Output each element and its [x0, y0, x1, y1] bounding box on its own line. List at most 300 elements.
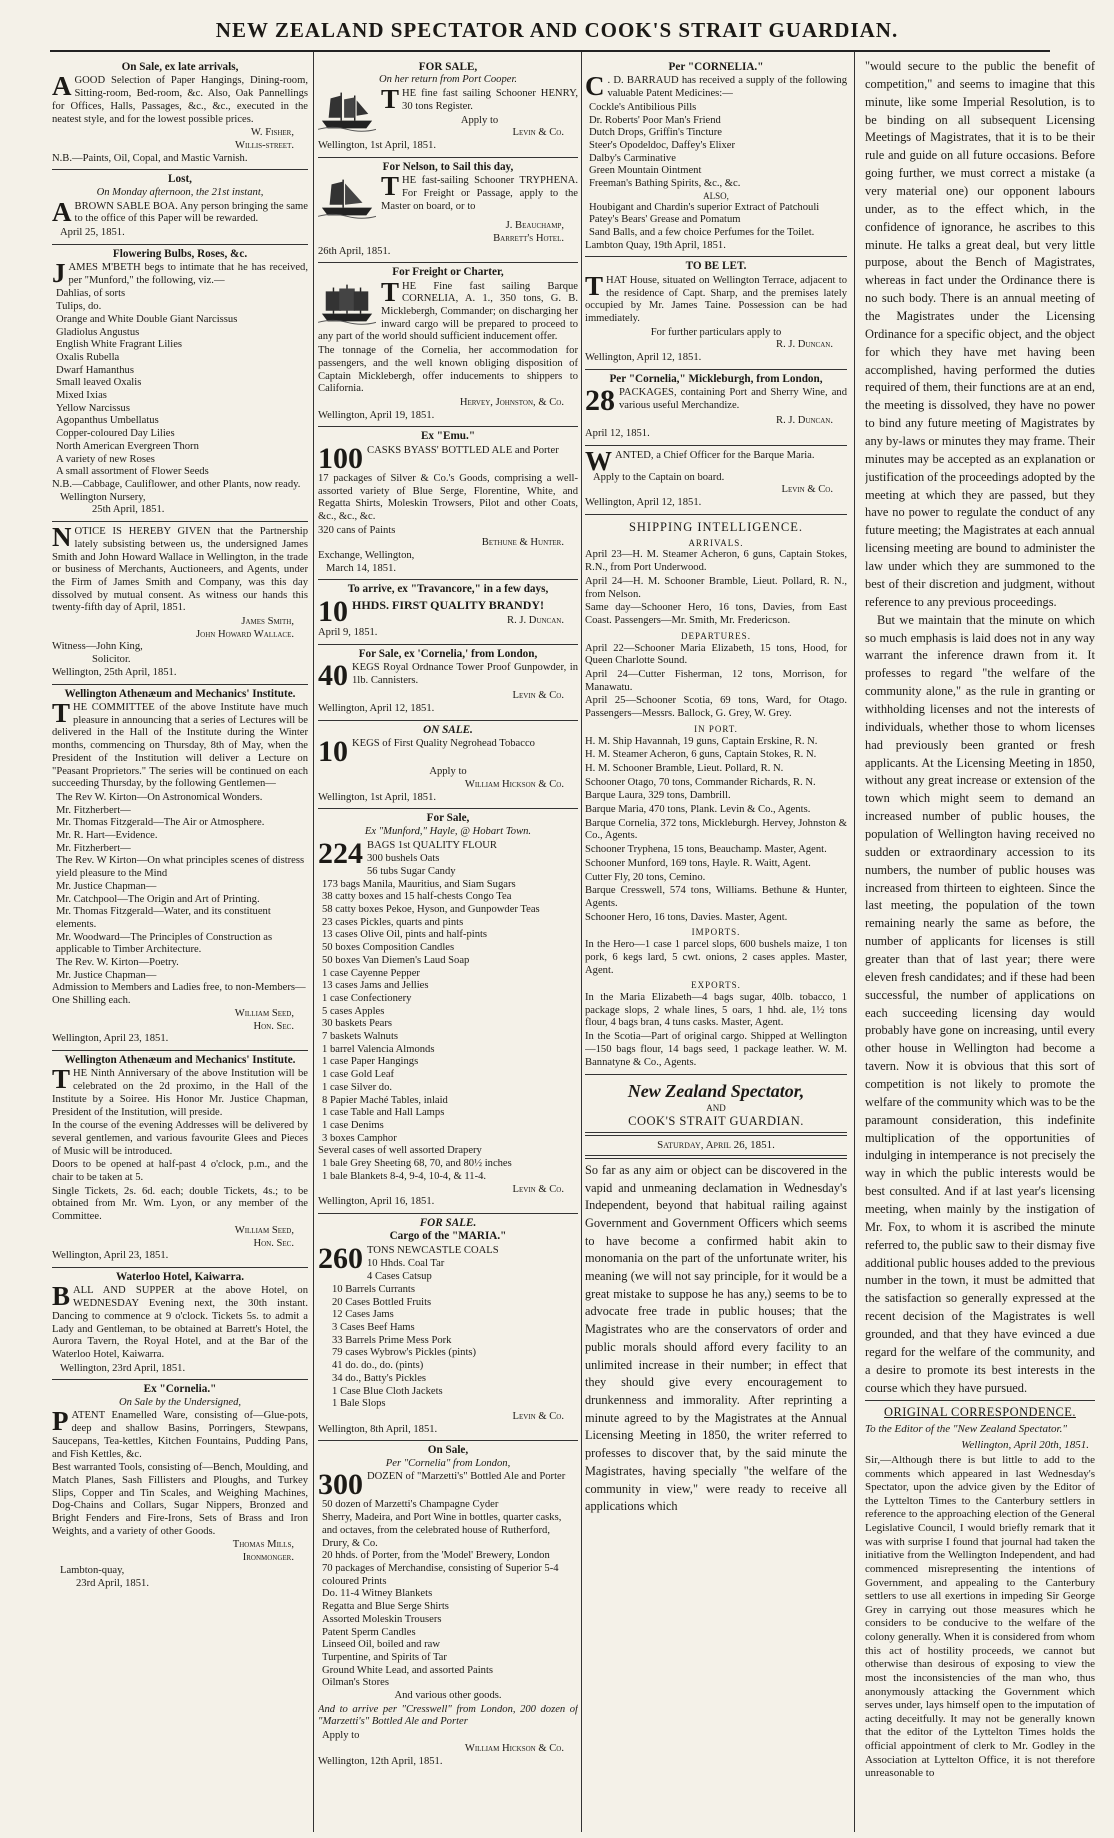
- advert-body: In the course of the evening Addresses will be delivered by several gentlemen, and various favourite Glees and Pieces of Music will be introduced.: [52, 1120, 308, 1157]
- lecture-list: [52, 792, 308, 983]
- advert-signature: Levin & Co.: [512, 1410, 564, 1422]
- exports-text: In the Scotia—Part of original cargo. Shipped at Wellington—150 bags flour, 14 bags seed, 1 package leather. W. M. Bannatyne & Co., Agents.: [585, 1031, 847, 1068]
- list-item: Mr. Justice Chapman—: [56, 969, 157, 981]
- section-heading: SHIPPING INTELLIGENCE.: [628, 519, 804, 534]
- advert-place: Lambton-quay,: [60, 1564, 125, 1576]
- advert-heading: On Sale,: [427, 1444, 469, 1457]
- advert-wanted-officer: [585, 446, 847, 515]
- advert-body: DOZEN of "Marzetti's" Bottled Ale and Porter: [367, 1471, 566, 1483]
- list-item: A variety of new Roses: [56, 453, 155, 465]
- list-item: 56 tubs Sugar Candy: [367, 865, 456, 877]
- advert-date: Wellington, 12th April, 1851.: [318, 1755, 443, 1767]
- advert-heading: On Sale, ex late arrivals,: [121, 61, 239, 73]
- drop-cap: W: [585, 445, 612, 476]
- correspondence-date: Wellington, April 20th, 1851.: [961, 1439, 1089, 1452]
- shipping-subheading: EXPORTS.: [691, 980, 741, 991]
- advert-quantity: 10: [318, 735, 348, 769]
- list-item: The Rev. W. Kirton—Poetry.: [56, 957, 179, 969]
- advert-signature: James Smith,: [241, 616, 294, 628]
- list-item: Barque Laura, 329 tons, Dambrill.: [585, 790, 731, 802]
- list-item: Sherry, Madeira, and Port Wine in bottles, quarter casks, and octaves, from the celebrated house of Rutherford, Drury, & Co.: [322, 1512, 562, 1549]
- advert-heading: For Nelson, to Sail this day,: [382, 160, 514, 173]
- advert-quantity: 224: [318, 836, 363, 870]
- list-item: 50 dozen of Marzetti's Champagne Cyder: [322, 1499, 499, 1511]
- item-list: [52, 288, 308, 479]
- list-item: 5 cases Apples: [322, 1005, 385, 1017]
- advert-body: BROWN SABLE BOA. Any person bringing the same to the office of this Paper will be rewarded.: [74, 200, 308, 225]
- correspondence-letter: Sir,—Although there is but little to add to the comments which appeared in last Wednesday's Spectator, upon the advice given by the Editor of the Lyttelton Times to the Canterbury settlers in reference to the approaching election of the General Legislative Council, I would briefly remark that it was with surprise I found that journal had taken the initiative from the Wellington Independent, and had commenced misrepresenting the intentions of Government, and appealing to the Canterbury settlers to use all exertions in impeding Sir George Grey in carrying out those measures which he considers to be conducive to the welfare of the colony generally. When it is considered from whom this act of hostility proceeds, we cannot but otherwise than desirous of exposing to view the most the inconsistencies of the man who, thus anonymously attacking the Government which serves under, lays himself open to the imputation of acting deceitfully. It may not be generally known that the editor of the Lyttelton Times holds the official appointment of clerk to Mr. Godley in the Association at Lyttelton Office, it is not therefore unreasonable to: [865, 1453, 1095, 1780]
- advert-date: Wellington, 23rd April, 1851.: [60, 1362, 186, 1374]
- advert-athenaeum-lectures: [52, 685, 308, 1051]
- list-item: April 22—Schooner Maria Elizabeth, 15 tons, Hood, for Queen Charlotte Sound.: [585, 642, 847, 667]
- list-item: Regatta and Blue Serge Shirts: [322, 1601, 449, 1613]
- column-3: [585, 58, 847, 1830]
- masthead: NEW ZEALAND SPECTATOR AND COOK'S STRAIT GUARDIAN.: [215, 18, 899, 42]
- advert-paper-hangings: [52, 58, 308, 170]
- drop-cap: T: [381, 84, 400, 115]
- editorial: [585, 1081, 847, 1516]
- list-item: Mr. Fitzherbert—: [56, 804, 131, 816]
- advert-lost: [52, 170, 308, 244]
- advert-subheading: Per "Cornelia" from London,: [385, 1457, 511, 1469]
- advert-signature: Levin & Co.: [781, 484, 833, 496]
- editorial-continued: "would secure to the public the benefit of competition," and seems to imagine that this minute, like some Imperial Resolution, is to be binding on all subsequent Licensing Meetings of Magistrates, that it is to be their rule and guide on all future occasions. Before going further, we must correct a mistake (a very material one) our opponent labours under, as to the effect which, in the confidence of ignorance, he ascribes to this minute. He talks a great deal, but very little purpose, about the Bench of Magistrates, whereas in fact under the Ordinance there is no such body. There is an annual meeting of the Magistrates under the Licensing Ordinance for a specific object, and the object for which they have met having been accomplished, having performed the duties required of them, their functions are at an end, the meeting is dissolved, they have no power to bind any future meeting of Magistrates by any by-laws or minutes they may frame. Their minutes may be accepted as an explanation or justification of the proceedings adopted by the meeting at which they are passed, but they have no power to regulate the conduct of any future meeting; the Magistrates at each annual licensing meeting are bound to administer the law under which they are summoned to the best of their discretion and judgment, without reference to any previous proceedings.: [865, 59, 1095, 609]
- advert-tryphena: [318, 158, 578, 264]
- advert-heading: For Freight or Charter,: [392, 266, 504, 279]
- advert-date: Wellington, April 12, 1851.: [585, 352, 702, 364]
- advert-signature: Hon. Sec.: [253, 1020, 294, 1032]
- advert-date: Wellington, 1st April, 1851.: [318, 139, 437, 151]
- column-2: [318, 58, 578, 1830]
- imports-text: In the Hero—1 case 1 parcel slops, 600 bushels maize, 1 ton pork, 6 kegs lard, 5 cwt. onions, 2 cases apples. Master, Agent.: [585, 939, 847, 976]
- list-item: Schooner Tryphena, 15 tons, Beauchamp. Master, Agent.: [585, 844, 827, 856]
- drop-cap: B: [52, 1281, 71, 1312]
- advert-body: HE Ninth Anniversary of the above Institution will be celebrated on the 2d proximo, in the Hall of the Institute by a Soiree. His Honor Mr. Justice Chapman, President of the Institution, will preside.: [52, 1068, 308, 1118]
- advert-heading: Flowering Bulbs, Roses, &c.: [112, 247, 248, 260]
- advert-signature: William Hickson & Co.: [464, 778, 564, 790]
- list-item: 1 case Confectionery: [322, 992, 412, 1004]
- list-item: Ground White Lead, and assorted Paints: [322, 1664, 494, 1676]
- drop-cap: T: [585, 270, 604, 301]
- double-rule: [585, 1132, 847, 1136]
- advert-date: Wellington, 1st April, 1851.: [318, 791, 437, 803]
- list-item: April 24—H. M. Schooner Bramble, Lieut. Pollard, R. N., from Nelson.: [585, 575, 847, 600]
- list-item: 300 bushels Oats: [367, 853, 440, 865]
- list-item: Dahlias, of sorts: [56, 288, 126, 300]
- advert-date: Wellington, 25th April, 1851.: [52, 666, 177, 678]
- list-item: Dwarf Hamanthus: [56, 364, 134, 376]
- advert-date: Wellington, April 16, 1851.: [318, 1196, 435, 1208]
- advert-note: 1 bale Grey Sheeting 68, 70, and 80½ inches: [322, 1158, 512, 1170]
- advert-heading: Per "CORNELIA.": [668, 61, 764, 73]
- advert-subheading: On her return from Port Cooper.: [378, 74, 518, 86]
- drop-cap: C: [585, 71, 605, 102]
- advert-heading: ON SALE.: [423, 723, 473, 736]
- list-item: H. M. Ship Havannah, 19 guns, Captain Erskine, R. N.: [585, 735, 818, 747]
- advert-body: HAT House, situated on Wellington Terrace, adjacent to the residence of Capt. Sharp, and the premises lately occupied by Mr. James Taine. Possession can be had immediately.: [585, 274, 847, 324]
- advert-body: PACKAGES, containing Port and Sherry Wine, and various useful Merchandize.: [619, 387, 847, 411]
- advert-signature: Barrett's Hotel.: [493, 232, 564, 244]
- shipping-intelligence: [585, 515, 847, 1076]
- list-item: Linseed Oil, boiled and raw: [322, 1639, 440, 1651]
- list-item: Green Mountain Ointment: [589, 165, 702, 177]
- column-divider: [313, 52, 314, 1832]
- list-item: 1 case Denims: [322, 1119, 384, 1131]
- list-item: 10 Barrels Currants: [332, 1283, 415, 1295]
- advert-subheading: Ex "Munford," Hayle, @ Hobart Town.: [364, 825, 532, 837]
- drop-cap: N: [52, 522, 72, 553]
- drop-cap: A: [52, 196, 72, 227]
- advert-date: April 25, 1851.: [60, 226, 125, 238]
- advert-heading: Ex "Emu.": [420, 430, 476, 443]
- advert-signature: John Howard Wallace.: [196, 628, 294, 640]
- list-item: Cutter Fly, 20 tons, Cemino.: [585, 871, 706, 883]
- advert-date: Wellington, April 23, 1851.: [52, 1250, 169, 1262]
- advert-witness: Witness—John King,: [52, 641, 143, 653]
- advert-body: TONS NEWCASTLE COALS: [367, 1244, 499, 1256]
- drop-cap: T: [52, 697, 71, 728]
- list-item: 1 case Cayenne Pepper: [322, 967, 420, 979]
- list-item: Sand Balls, and a few choice Perfumes for the Toilet.: [589, 226, 815, 238]
- shipping-subheading: IMPORTS.: [691, 927, 741, 938]
- advert-body: 320 cans of Paints: [318, 524, 396, 536]
- list-item: Dutch Drops, Griffin's Tincture: [589, 127, 722, 139]
- advert-body: HE COMMITTEE of the above Institute have much pleasure in announcing that a series of Lectures will be delivered in the Hall of the Institute during the Winter months, commencing on Thursday, 8th of May, when the President of the Institution will deliver a Lecture on "Peasant Proprietors." The series will be continued on each succeeding Thursday, by the following Gentlemen—: [52, 701, 308, 790]
- advert-date: 23rd April, 1851.: [76, 1577, 149, 1589]
- advert-note: N.B.—Paints, Oil, Copal, and Mastic Varnish.: [52, 152, 248, 164]
- item-list: [318, 1499, 578, 1690]
- list-item: 1 case Paper Hangings: [322, 1056, 419, 1068]
- advert-signature: W. Fisher,: [250, 127, 294, 139]
- list-item: Yellow Narcissus: [56, 402, 130, 414]
- advert-note: 1 bale Blankets 8-4, 9-4, 10-4, & 11-4.: [322, 1170, 487, 1182]
- advert-body: CASKS BYASS' BOTTLED ALE and Porter: [367, 444, 559, 456]
- advert-heading: FOR SALE,: [418, 61, 478, 73]
- list-item: Dr. Roberts' Poor Man's Friend: [589, 114, 721, 126]
- list-item: 8 Papier Maché Tables, inlaid: [322, 1094, 448, 1106]
- list-item: 34 do., Batty's Pickles: [332, 1372, 427, 1384]
- list-item: Patey's Bears' Grease and Pomatum: [589, 214, 741, 226]
- advert-subheading: Cargo of the "MARIA.": [389, 1230, 507, 1243]
- advert-apply: Apply to: [322, 1730, 360, 1742]
- list-item: H. M. Schooner Bramble, Lieut. Pollard, R. N.: [585, 762, 784, 774]
- advert-date: Wellington, April 12, 1851.: [585, 496, 702, 508]
- advert-signature: William Seed,: [234, 1224, 294, 1236]
- in-port-list: [585, 736, 847, 925]
- list-item: 12 Cases Jams: [332, 1309, 394, 1321]
- advert-flowering-bulbs: [52, 245, 308, 523]
- advert-marzetti-ale: [318, 1441, 578, 1772]
- list-item: Mr. Thomas Fitzgerald—The Air or Atmosphere.: [56, 817, 265, 829]
- top-rule: [50, 50, 1050, 52]
- sailing-ship-icon: [318, 281, 376, 325]
- list-item: Schooner Munford, 169 tons, Hayle. R. Waitt, Agent.: [585, 857, 811, 869]
- editorial-date: Saturday, April 26, 1851.: [657, 1138, 775, 1151]
- advert-date: March 14, 1851.: [326, 562, 397, 574]
- advert-partnership-notice: [52, 522, 308, 684]
- advert-quantity: 300: [318, 1468, 363, 1502]
- advert-date: April 12, 1851.: [585, 427, 650, 439]
- list-item: Schooner Otago, 70 tons, Commander Richards, R. N.: [585, 776, 816, 788]
- list-item: 58 catty boxes Pekoe, Hyson, and Gunpowder Teas: [322, 904, 540, 916]
- list-item: 1 Case Blue Cloth Jackets: [332, 1385, 443, 1397]
- advert-note: N.B.—Cabbage, Cauliflower, and other Plants, now ready.: [52, 479, 301, 490]
- editorial-paper-title: New Zealand Spectator,: [627, 1081, 805, 1102]
- list-item: 4 Cases Catsup: [367, 1271, 432, 1283]
- advert-signature: Levin & Co.: [512, 690, 564, 702]
- editorial-and: AND: [706, 1102, 726, 1113]
- sailing-ship-icon: [318, 88, 376, 132]
- list-item: 38 catty boxes and 15 half-chests Congo Tea: [322, 891, 512, 903]
- advert-date: Wellington, April 23, 1851.: [52, 1033, 169, 1045]
- list-item: 1 Bale Slops: [332, 1398, 386, 1410]
- list-item: 20 hhds. of Porter, from the 'Model' Brewery, London: [322, 1550, 550, 1562]
- list-item: 23 cases Pickles, quarts and pints: [322, 916, 464, 928]
- advert-heading: For Sale, ex 'Cornelia,' from London,: [358, 647, 538, 660]
- list-item: North American Evergreen Thorn: [56, 440, 199, 452]
- drop-cap: T: [381, 276, 400, 307]
- list-item: 30 baskets Pears: [322, 1018, 393, 1030]
- list-item: Small leaved Oxalis: [56, 377, 142, 389]
- list-item: Mr. Catchpool—The Origin and Art of Printing.: [56, 893, 260, 905]
- advert-body: ANTED, a Chief Officer for the Barque Maria.: [615, 449, 815, 461]
- list-item: 79 cases Wybrow's Pickles (pints): [332, 1347, 477, 1359]
- list-item: Gladiolus Angustus: [56, 326, 140, 338]
- list-item: The Rev W. Kirton—On Astronomical Wonders.: [56, 791, 263, 803]
- advert-place: Wellington Nursery,: [60, 491, 146, 503]
- advert-body: OTICE IS HEREBY GIVEN that the Partnership lately subsisting between us, the undersigned James Smith and John Howard Wallace in Wellington, in the trade or business of Merchants, Auctioneers, and Agents, under the Firm of James Smith and Company, was this day dissolved by mutual consent. As witness our hands this twenty-fifth day of April, 1851.: [52, 526, 308, 614]
- drop-cap: P: [52, 1406, 69, 1437]
- list-item: 1 case Gold Leaf: [322, 1069, 395, 1081]
- list-item: 50 boxes Van Diemen's Laud Soap: [322, 954, 470, 966]
- list-item: Do. 11-4 Witney Blankets: [322, 1588, 433, 1600]
- advert-bottled-ale: [318, 427, 578, 580]
- item-list: [318, 1258, 578, 1410]
- advert-signature: R. J. Duncan.: [776, 415, 833, 427]
- advert-quantity: 260: [318, 1241, 363, 1275]
- advert-body: Best warranted Tools, consisting of—Bench, Moulding, and Match Planes, Sash Fillisters and Ploughs, and Turkey Slips, Copper and Tin Scales, and Weighing Machines, Dog-Chains and Collars, Sugar Nippers, Bronzed and Bright Fenders and Fire-Irons, Sets of Brass and Iron Weights, and a variety of other Goods.: [52, 1462, 308, 1537]
- drop-cap: T: [381, 171, 400, 202]
- list-item: Turpentine, and Spirits of Tar: [322, 1651, 447, 1663]
- advert-heading: Wellington Athenæum and Mechanics' Institute.: [64, 1053, 296, 1066]
- list-item: Agopanthus Umbellatus: [56, 415, 159, 427]
- advert-body: HE fine fast sailing Schooner HENRY, 30 tons Register.: [402, 88, 578, 112]
- advert-signature: Levin & Co.: [512, 1183, 564, 1195]
- advert-waterloo-hotel: [52, 1268, 308, 1380]
- list-item: Assorted Moleskin Trousers: [322, 1613, 442, 1625]
- advert-heading: Per "Cornelia," Mickleburgh, from London,: [609, 372, 823, 385]
- list-item: H. M. Steamer Acheron, 6 guns, Captain Stokes, R. N.: [585, 749, 817, 761]
- advert-signature: Hon. Sec.: [253, 1237, 294, 1249]
- list-item: 1 barrel Valencia Almonds: [322, 1043, 435, 1055]
- advert-quantity: 28: [585, 384, 615, 418]
- list-item: Mixed Ixias: [56, 390, 107, 402]
- advert-barque-cornelia: [318, 263, 578, 427]
- advert-body: AMES M'BETH begs to intimate that he has received, per "Munford," the following, viz.—: [68, 262, 308, 286]
- item-list: [585, 202, 847, 240]
- list-item: Oilman's Stores: [322, 1677, 389, 1689]
- list-item: 1 case Silver do.: [322, 1081, 393, 1093]
- advert-body: HE Fine fast sailing Barque CORNELIA, A. 1., 350 tons, G. B. Micklebergh, Commander; on discharging her inward cargo will be prepared to proceed to any part of the world should sufficient inducement offer.: [318, 280, 578, 343]
- sailing-ship-icon: [318, 175, 376, 219]
- list-item: Mr. Fitzherbert—: [56, 842, 131, 854]
- column-4: [865, 58, 1095, 1830]
- list-item: Houbigant and Chardin's superior Extract of Patchouli: [589, 201, 820, 213]
- advert-admission: Admission to Members and Ladies free, to non-Members—One Shilling each.: [52, 982, 306, 1007]
- advert-body: KEGS Royal Ordnance Tower Proof Gunpowder, in 1lb. Cannisters.: [352, 662, 578, 687]
- advert-heading: Wellington Athenæum and Mechanics' Institute.: [64, 687, 296, 700]
- list-item: Steer's Opodeldoc, Daffey's Elixer: [589, 139, 736, 151]
- advert-quantity: 40: [318, 659, 348, 693]
- advert-port-sherry: [585, 370, 847, 446]
- exports-text: In the Maria Elizabeth—4 bags sugar, 40lb. tobacco, 1 package slops, 2 whale lines, 5 oars, 1 hhd. ale, 1½ tons flour, 4 bags bran, 4 tuns casks. Master, Agent.: [585, 992, 847, 1029]
- advert-body: HHDS. FIRST QUALITY BRANDY!: [352, 597, 545, 612]
- advert-date: 25th April, 1851.: [92, 504, 165, 516]
- column-1: [52, 58, 308, 1830]
- advert-date: April 9, 1851.: [318, 627, 378, 639]
- list-item: Oxalis Rubella: [56, 351, 120, 363]
- advert-heading: To arrive, ex "Travancore," in a few days,: [347, 583, 549, 596]
- advert-body: . D. BARRAUD has received a supply of the following valuable Patent Medicines:—: [607, 75, 847, 100]
- list-item: Tulips, do.: [56, 301, 102, 313]
- departures-list: [585, 643, 847, 721]
- editorial-continued: But we maintain that the minute on which so much emphasis is laid does not in any way warrant the inference drawn from it. It professes to regard "the welfare of the community alone," as the rule in granting or withholding licenses and not the interests of individuals, whether those to whom licenses had previously been granted or fresh applicants. At the Licensing Meeting in 1850, without any great increase or extension of the town which might seem to demand an increased number of public houses, the population of Wellington having received no sudden or extraordinary accession to its numbers, the number of public houses was increased from thirteen to eighteen. Since the last meeting, the population of the town remaining nearly the same as before, the number of applicants for licenses is still greater than that of last year; there were eleven fresh candidates; and if these had been successful, the number of applications on each succeeding licensing day would probably have gone on increasing, until every other house in Wellington had become a tavern. Now it is obvious that this sort of competition is not likely to promote the welfare of the community which was to be the paramount consideration, this indefinite multiplication of the opportunities of indulging in intemperance is not precisely the way in which the public interests would be best consulted. And if at last year's licensing meeting, when mainly by the instigation of Mr. Fox, to whom it is ascribed the minute referred to, the public saw to their dismay five additional public houses added to the previous number in the town, it must be admitted that the satisfaction so generally expressed at the recent decision of the Magistrates is well grounded, and that they have evinced a due regard for the welfare of the community, and a desire to promote its best interests in the course which they have pursued.: [865, 612, 1095, 1395]
- list-item: 7 baskets Walnuts: [322, 1031, 399, 1043]
- advert-note: And various other goods.: [394, 1690, 502, 1702]
- list-item: Freeman's Bathing Spirits, &c., &c.: [589, 178, 741, 190]
- list-item: 20 Cases Bottled Fruits: [332, 1296, 432, 1308]
- list-item: 13 cases Olive Oil, pints and half-pints: [322, 929, 488, 941]
- advert-quantity: 10: [318, 594, 348, 628]
- advert-signature: William Seed,: [234, 1007, 294, 1019]
- advert-body: GOOD Selection of Paper Hangings, Dining-room, Sitting-room, Bed-room, &c. Also, Oak Pannellings for Offices, Halls, Passages, &c., &c., executed in the neatest style, and for the lowest possible prices.: [52, 75, 308, 125]
- advert-subheading: On Sale by the Undersigned,: [118, 1396, 242, 1408]
- list-item: 13 cases Jams and Jellies: [322, 980, 429, 992]
- advert-body: HE fast-sailing Schooner TRYPHENA. For Freight or Passage, apply to the Master on board, or to: [381, 175, 578, 212]
- list-item: Cockle's Antibilious Pills: [589, 101, 697, 113]
- list-item: Copper-coloured Day Lilies: [56, 428, 175, 440]
- advert-date: 26th April, 1851.: [318, 245, 391, 257]
- advert-signature: R. J. Duncan.: [776, 339, 833, 351]
- list-item: 70 packages of Merchandise, consisting of Superior 5-4 coloured Prints: [322, 1562, 559, 1587]
- drop-cap: A: [52, 71, 72, 102]
- double-rule: [585, 1155, 847, 1159]
- list-item: April 25—Schooner Scotia, 69 tons, Ward, for Otago. Passengers—Messrs. Ballock, G. Grey, W. Grey.: [585, 695, 847, 720]
- advert-date: Wellington, April 19, 1851.: [318, 409, 435, 421]
- advert-heading: Ex "Cornelia.": [143, 1383, 217, 1396]
- list-item: Schooner Hero, 16 tons, Davies. Master, Agent.: [585, 911, 788, 923]
- advert-body: For further particulars apply to: [650, 326, 782, 338]
- advert-signature: Thomas Mills,: [232, 1539, 294, 1551]
- drop-cap: T: [52, 1064, 71, 1095]
- list-item: 173 bags Manila, Mauritius, and Siam Sugars: [322, 878, 516, 890]
- advert-apply: Apply to: [460, 114, 499, 126]
- advert-also: ALSO,: [703, 190, 729, 201]
- advert-heading: For Sale,: [426, 812, 470, 825]
- list-item: Barque Maria, 470 tons, Plank. Levin & Co., Agents.: [585, 804, 811, 816]
- advert-athenaeum-anniversary: [52, 1051, 308, 1268]
- advert-body: 17 packages of Silver & Co.'s Goods, comprising a well-assorted variety of Blue Serge, Florentine, White, and Regatta Shirts, Moleskin Trowsers, Pilot and other Coats, &c., &c., &c.: [318, 472, 578, 522]
- list-item: 10 Hhds. Coal Tar: [367, 1258, 445, 1270]
- list-item: English White Fragrant Lilies: [56, 339, 183, 351]
- shipping-subheading: DEPARTURES.: [681, 630, 751, 641]
- list-item: Mr. Woodward—The Principles of Construction as applicable to Timber Architecture.: [56, 931, 273, 956]
- advert-witness: Solicitor.: [92, 654, 131, 666]
- column-divider: [854, 52, 855, 1832]
- list-item: April 23—H. M. Steamer Acheron, 6 guns, Captain Stokes, R.N., from Port Underwood.: [585, 549, 847, 574]
- advert-signature: Ironmonger.: [242, 1552, 294, 1564]
- list-item: Patent Sperm Candles: [322, 1626, 416, 1638]
- editorial-body: So far as any aim or object can be discovered in the vapid and unmeaning declamation in Wednesday's Independent, beyond that habitual railing against Government and Government Officers which seems to have become a confirmed habit akin to monomania on the part of the unfortunate writer, his meaning (we will not say principle, for it would be a great mistake to suppose he has any,) seems to be to advocate free trade in public houses; that the Magistrates who are the conservators of order and public morals should afford every facility to an unlimited increase in their number; in effect that they should give every encouragement to drunkenness and immorality. After reprinting a minute agreed to by the Magistrates at the Annual Licensing Meeting in 1850, the writer referred to professes to discover that, by the said minute the Magistrates, having specially "the welfare of the community in view," were ready to receive all applications which: [585, 1162, 847, 1514]
- advert-body: KEGS of First Quality Negrohead Tobacco: [352, 738, 535, 750]
- drop-cap: J: [52, 258, 66, 289]
- advert-apply: Apply to: [429, 766, 467, 778]
- list-item: Barque Cresswell, 574 tons, Williams. Bethune & Hunter, Agents.: [585, 885, 847, 909]
- advert-date: Wellington, April 12, 1851.: [318, 703, 435, 715]
- list-item: The Rev. W Kirton—On what principles scenes of distress yield pleasure to the Mind: [56, 855, 305, 880]
- advert-subheading: On Monday afternoon, the 21st instant,: [96, 186, 264, 198]
- column-divider: [581, 52, 582, 1832]
- advert-body: ALL AND SUPPER at the above Hotel, on WEDNESDAY Evening next, the 30th instant. Dancing to commence at 9 o'clock. Tickets 5s. to admit a Lady and Gentleman, to be obtained at Barrett's Hotel, the Aurora Tavern, the Royal Hotel, and at the Bar of the Waterloo Hotel, Kaiwarra.: [52, 1285, 308, 1360]
- advert-signature: R. J. Duncan.: [507, 614, 564, 626]
- arrivals-list: [585, 549, 847, 627]
- advert-enamelled-ware: [52, 1380, 308, 1594]
- advert-signature: Bethune & Hunter.: [481, 537, 564, 549]
- advert-signature: Levin & Co.: [512, 127, 564, 139]
- advert-gunpowder: [318, 645, 578, 721]
- advert-quantity: 100: [318, 441, 363, 475]
- list-item: Mr. Thomas Fitzgerald—Water, and its constituent elements.: [56, 906, 271, 930]
- list-item: A small assortment of Flower Seeds: [56, 466, 209, 478]
- correspondence-heading: ORIGINAL CORRESPONDENCE.: [884, 1405, 1076, 1420]
- advert-body: Single Tickets, 2s. 6d. each; double Tickets, 4s.; to be obtained from Mr. Wm. Lyon, or any member of the Committee.: [52, 1185, 308, 1223]
- list-item: Mr. Justice Chapman—: [56, 880, 157, 892]
- advert-body: The tonnage of the Cornelia, her accommodation for passengers, and the well known obliging disposition of Captain Micklebergh, offer inducements to shippers to California.: [318, 345, 578, 395]
- advert-body: BAGS 1st QUALITY FLOUR: [367, 839, 497, 851]
- advert-note: Several cases of well assorted Drapery: [318, 1145, 482, 1157]
- list-item: 41 do. do., do. (pints): [332, 1360, 424, 1372]
- advert-heading: Lost,: [168, 173, 192, 186]
- advert-heading: FOR SALE.: [419, 1216, 477, 1229]
- item-list: [318, 853, 578, 1145]
- list-item: Dalby's Carminative: [589, 152, 676, 164]
- advert-note: And to arrive per "Cresswell" from London, 200 dozen of "Marzetti's" Bottled Ale and Porter: [318, 1703, 578, 1728]
- list-item: Same day—Schooner Hero, 16 tons, Davies, from East Coast. Passengers—Mr. Smith, Mr. Fredericson.: [585, 602, 847, 626]
- shipping-subheading: IN PORT.: [694, 723, 738, 734]
- list-item: Orange and White Double Giant Narcissus: [56, 313, 238, 325]
- list-item: 50 boxes Composition Candles: [322, 942, 455, 954]
- advert-patent-medicines: [585, 58, 847, 257]
- advert-body: ATENT Enamelled Ware, consisting of—Glue-pots, deep and shallow Basins, Porringers, Stewpans, Saucepans, Tea-kettles, Kitchen Fountains, Pudding Pans, and Fish Kettles, &c.: [52, 1410, 308, 1460]
- editorial-guardian: COOK'S STRAIT GUARDIAN.: [628, 1113, 804, 1128]
- list-item: 1 case Table and Hall Lamps: [322, 1107, 445, 1119]
- correspondence-addressee: To the Editor of the "New Zealand Spectator.": [865, 1423, 1067, 1436]
- advert-schooner-henry: [318, 58, 578, 158]
- item-list: [585, 102, 847, 191]
- advert-signature: William Hickson & Co.: [464, 1742, 564, 1754]
- advert-heading: Waterloo Hotel, Kaiwarra.: [115, 1270, 244, 1283]
- advert-body: Doors to be opened at half-past 4 o'clock, p.m., and the chair to be taken at 5.: [52, 1159, 308, 1184]
- advert-flour: [318, 809, 578, 1214]
- list-item: April 24—Cutter Fisherman, 12 tons, Morrison, for Manawatu.: [585, 668, 847, 693]
- shipping-subheading: ARRIVALS.: [688, 537, 744, 548]
- list-item: Barque Cornelia, 372 tons, Mickleburgh. Hervey, Johnston & Co., Agents.: [585, 817, 847, 842]
- advert-body: Apply to the Captain on board.: [593, 471, 725, 483]
- list-item: 3 Cases Beef Hams: [332, 1322, 415, 1333]
- advert-signature: J. Beauchamp,: [505, 220, 564, 232]
- list-item: 33 Barrels Prime Mess Pork: [332, 1334, 452, 1346]
- list-item: Mr. R. Hart—Evidence.: [56, 830, 158, 842]
